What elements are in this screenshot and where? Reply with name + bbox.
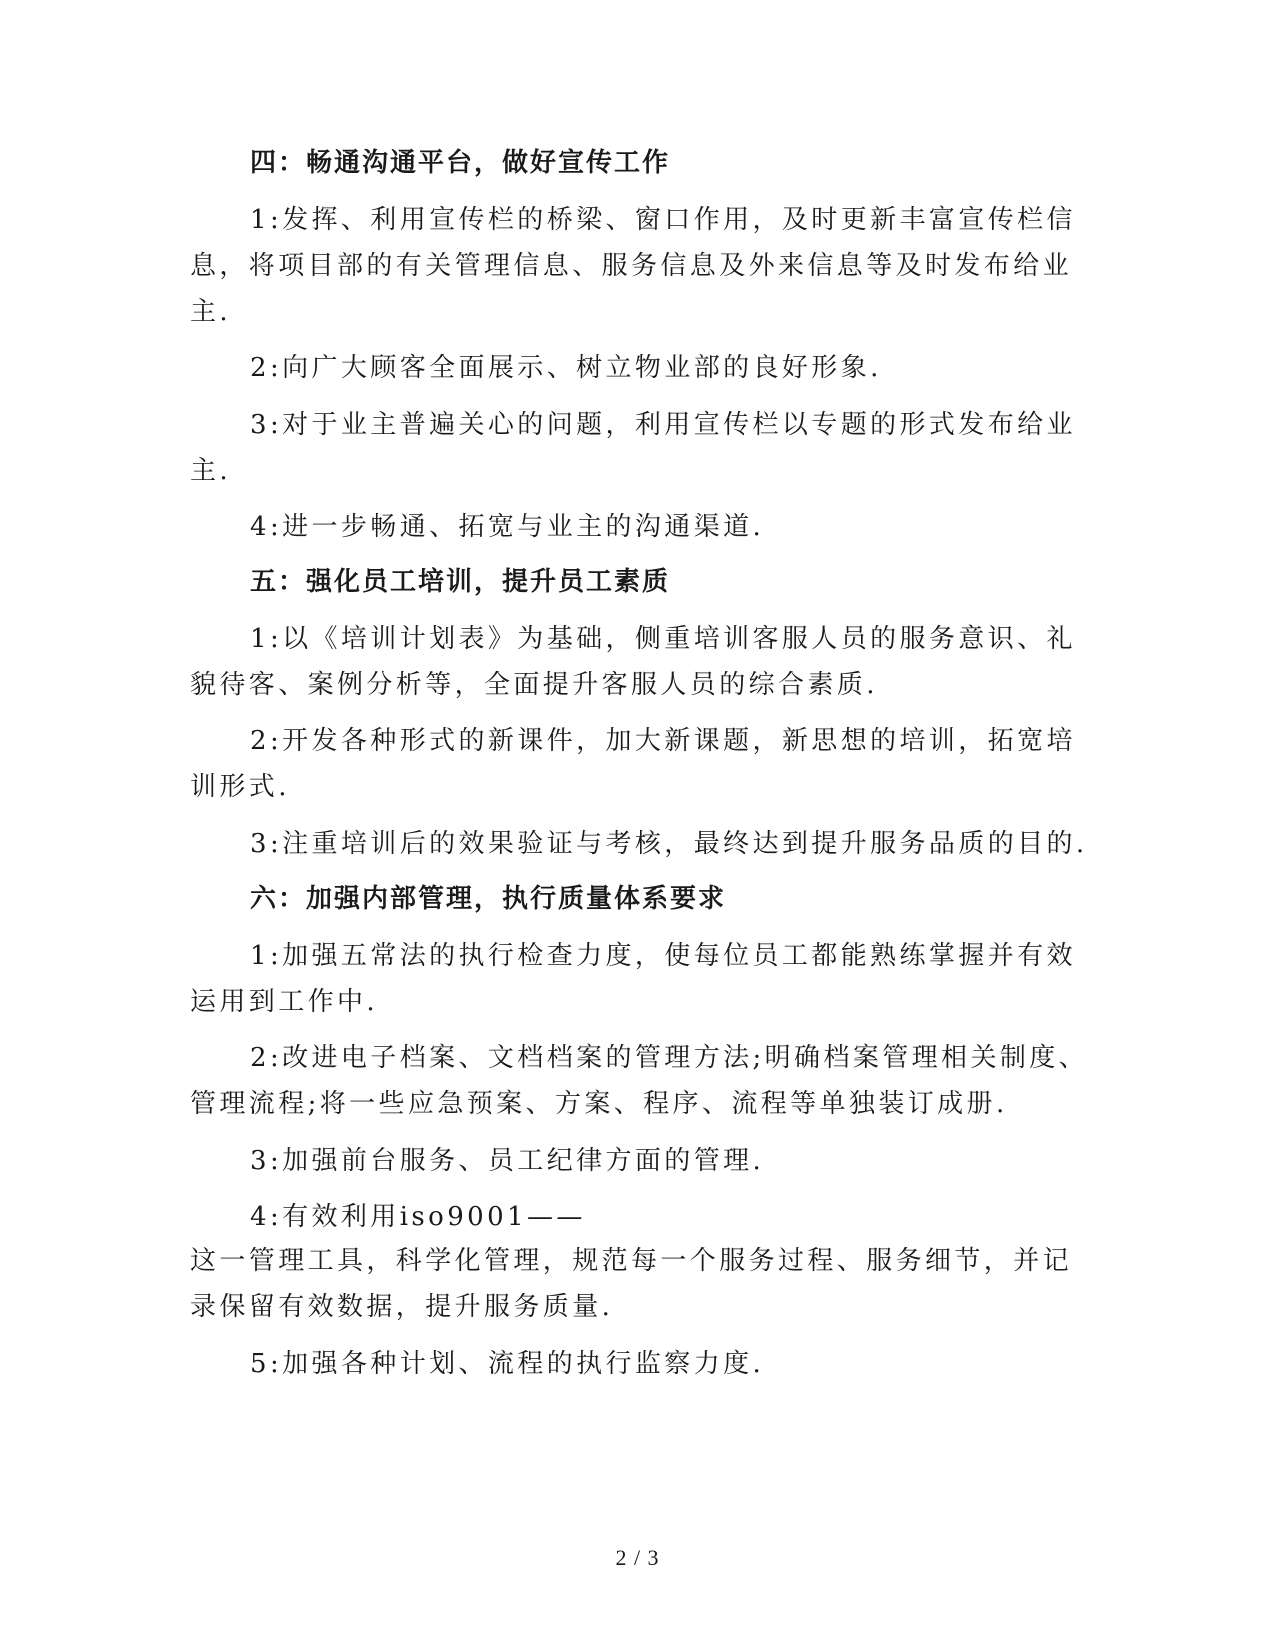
- paragraph-line: 3:注重培训后的效果验证与考核，最终达到提升服务品质的目的.: [250, 829, 1088, 859]
- paragraph-line: 貌待客、案例分析等，全面提升客服人员的综合素质.: [190, 670, 878, 700]
- paragraph-line: 1:加强五常法的执行检查力度，使每位员工都能熟练掌握并有效: [250, 941, 1076, 971]
- paragraph-line: 管理流程;将一些应急预案、方案、程序、流程等单独装订成册.: [190, 1089, 1008, 1119]
- page-number: 2 / 3: [615, 1545, 660, 1570]
- section-heading: 四：畅通沟通平台，做好宣传工作: [250, 148, 671, 178]
- paragraph-line: 4:有效利用iso9001——: [250, 1202, 586, 1232]
- paragraph-line: 主.: [190, 297, 232, 327]
- paragraph-line: 息，将项目部的有关管理信息、服务信息及外来信息等及时发布给业: [190, 251, 1073, 281]
- document-page: [190, 0, 1089, 1650]
- paragraph-line: 2:改进电子档案、文档档案的管理方法;明确档案管理相关制度、: [250, 1043, 1089, 1073]
- paragraph-line: 5:加强各种计划、流程的执行监察力度.: [250, 1349, 765, 1379]
- paragraph-line: 这一管理工具，科学化管理，规范每一个服务过程、服务细节，并记: [190, 1246, 1073, 1276]
- paragraph-line: 3:对于业主普遍关心的问题，利用宣传栏以专题的形式发布给业: [250, 410, 1076, 440]
- paragraph-line: 训形式.: [190, 772, 290, 802]
- paragraph-line: 运用到工作中.: [190, 987, 379, 1017]
- section-heading: 五：强化员工培训，提升员工素质: [250, 567, 671, 597]
- paragraph-line: 1:以《培训计划表》为基础，侧重培训客服人员的服务意识、礼: [250, 624, 1076, 654]
- paragraph-line: 3:加强前台服务、员工纪律方面的管理.: [250, 1146, 765, 1176]
- paragraph-line: 4:进一步畅通、拓宽与业主的沟通渠道.: [250, 512, 765, 542]
- paragraph-line: 2:向广大顾客全面展示、树立物业部的良好形象.: [250, 353, 882, 383]
- section-heading: 六：加强内部管理，执行质量体系要求: [250, 884, 727, 914]
- paragraph-line: 2:开发各种形式的新课件，加大新课题，新思想的培训，拓宽培: [250, 726, 1076, 756]
- paragraph-line: 录保留有效数据，提升服务质量.: [190, 1292, 614, 1322]
- paragraph-line: 主.: [190, 456, 232, 486]
- paragraph-line: 1:发挥、利用宣传栏的桥梁、窗口作用，及时更新丰富宣传栏信: [250, 205, 1076, 235]
